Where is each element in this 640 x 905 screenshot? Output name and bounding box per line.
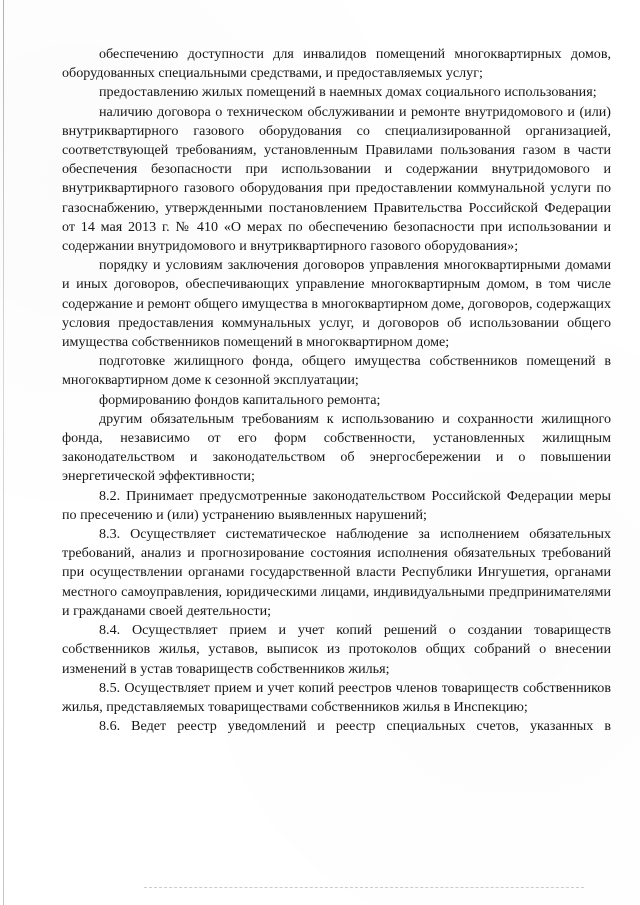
paragraph-accessibility-for-disabled: обеспечению доступности для инвалидов помещений многоквартирных домов, оборудованных специальными средствами, и предоставляемых услуг;: [62, 46, 611, 82]
paragraph-other-requirements: другим обязательным требованиям к использованию и сохранности жилищного фонда, независимо от его форм собственности, установленных жилищным законодательством и законодательством об энергосбережении и о повышении энергетической эффективности;: [62, 410, 611, 485]
paragraph-8-2: 8.2. Принимает предусмотренные законодательством Российской Федерации меры по пресечению и (или) устранению выявленных нарушений;: [62, 487, 611, 523]
paragraph-management-contracts: порядку и условиям заключения договоров управления многоквартирными домами и иных договоров, обеспечивающих управление многоквартирным домом, в том числе содержание и ремонт общего имущества в многоквартирном доме, договоров, содержащих условия предоставления коммунальных услуг, и договоров об использовании общего имущества собственников помещений в многоквартирном доме;: [62, 257, 611, 351]
paragraph-social-rental-housing: предоставлению жилых помещений в наемных домах социального использования;: [99, 84, 597, 101]
paragraph-seasonal-preparation: подготовке жилищного фонда, общего имущества собственников помещений в многоквартирном доме к сезонной эксплуатации;: [62, 353, 611, 389]
paragraph-capital-repair-funds: формированию фондов капитального ремонта;: [99, 391, 381, 408]
paragraph-8-4: 8.4. Осуществляет прием и учет копий решений о создании товариществ собственников жилья, уставов, выписок из протоколов общих собраний о внесении изменений в устав товариществ собственников жилья;: [62, 622, 611, 677]
scan-edge-line: [3, 0, 4, 905]
bottom-scan-rule: [144, 887, 584, 888]
paragraph-8-3: 8.3. Осуществляет систематическое наблюдение за исполнением обязательных требований, анализ и прогнозирование состояния исполнения обязательных требований при осуществлении органами государственной власти Республики Ингушетия, органами местного самоуправления, юридическими лицами, индивидуальными предпринимателями и гражданами своей деятельности;: [62, 526, 611, 619]
document-body: [62, 45, 611, 736]
paragraph-gas-equipment-maintenance: наличию договора о техническом обслуживании и ремонте внутридомового и (или) внутриквартирного газового оборудования со специализированной организацией, соответствующей требованиям, установленным Правилами пользования газом в части обеспечения безопасности при использовании и содержании внутридомового и внутриквартирного газового оборудования при предоставлении коммунальной услуги по газоснабжению, утвержденными постановлением Правительства Российской Федерации от 14 мая 2013 г. № 410 «О мерах по обеспечению безопасности при использовании и содержании внутридомового и внутриквартирного газового оборудования»;: [62, 103, 611, 255]
paragraph-8-6: 8.6. Ведет реестр уведомлений и реестр специальных счетов, указанных в: [99, 718, 611, 735]
paragraph-8-5: 8.5. Осуществляет прием и учет копий реестров членов товариществ собственников жилья, представляемых товариществами собственников жилья в Инспекцию;: [62, 679, 611, 715]
